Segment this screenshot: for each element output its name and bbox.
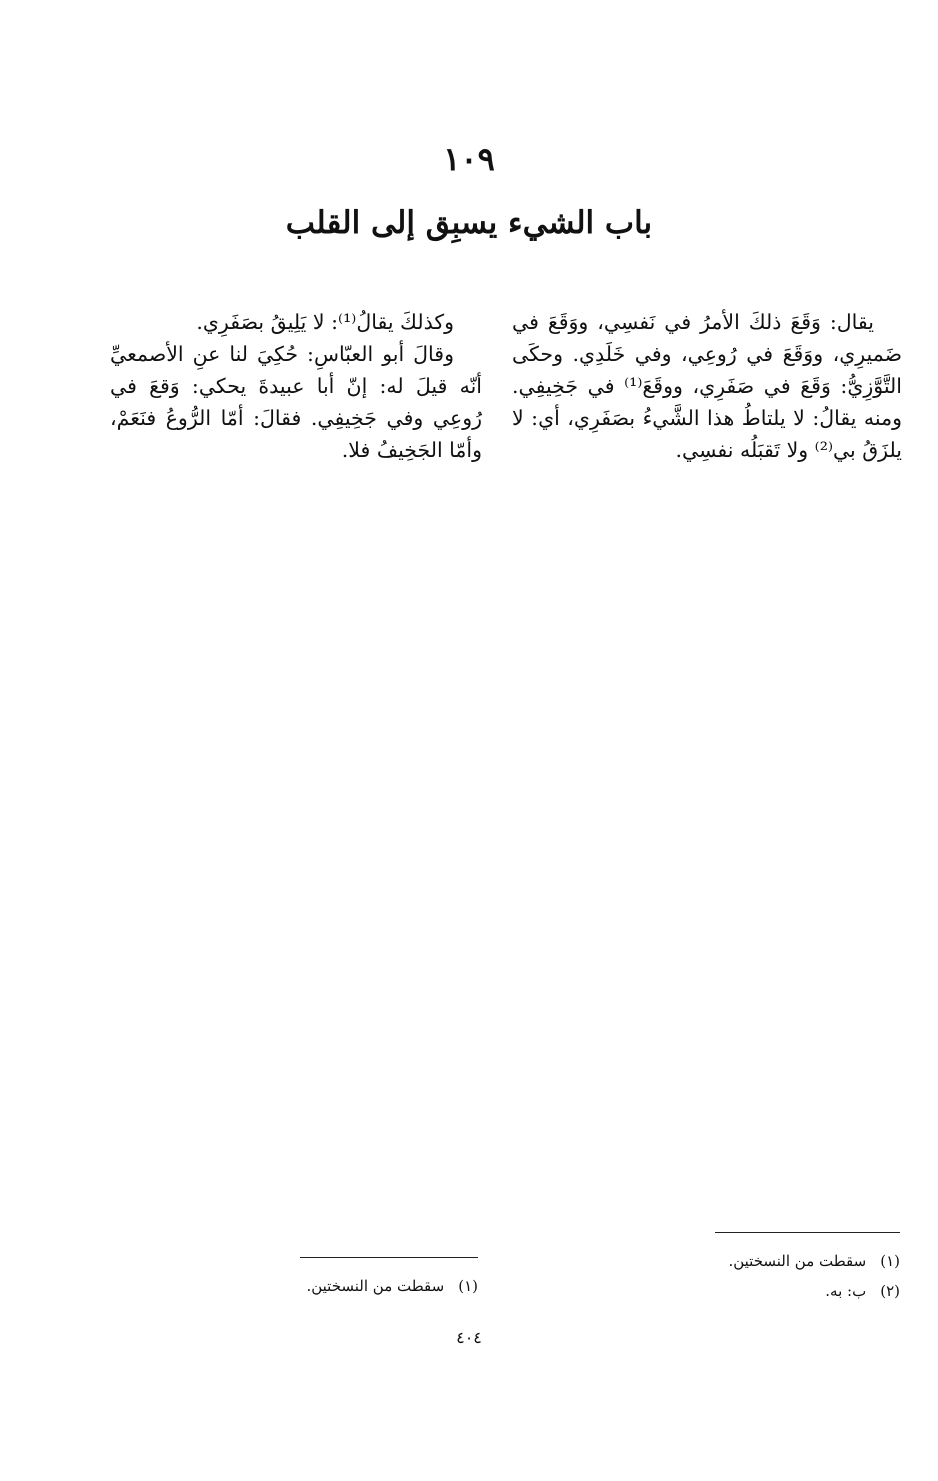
footnote-item xyxy=(640,1246,900,1276)
footnote-item xyxy=(220,1271,478,1301)
footnotes-right xyxy=(640,1246,900,1306)
left-column-paragraph-1: وكذلكَ يقالُ⁽¹⁾: لا يَلِيقُ بصَفَرِي. xyxy=(196,310,454,334)
footnote-text: سقطت من النسختين. xyxy=(728,1252,867,1270)
right-column-paragraph: يقال: وَقَعَ ذلكَ الأمرُ في نَفسِي، ووَقَعَ في ضَميرِي، ووَقَعَ في رُوعِي، وفي خَلَدِي. وحكَى التَّوَّزِيُّ: وَقَعَ في صَفَرِي، ووقَعَ⁽¹⁾ في جَخِيفِي. ومنه يقالُ: لا يلتاطُ هذا الشَّيءُ بصَفَرِي، أي: لا يلزَقُ بي⁽²⁾ ولا تَقبَلُه نفسِي. xyxy=(512,310,902,462)
left-column-paragraph-2: وقالَ أبو العبّاسِ: حُكِيَ لنا عنِ الأصمعيِّ أنّه قيلَ له: إنّ أبا عبيدةَ يحكي: وَقعَ في رُوعِي وفي جَخِيفِي. فقالَ: أمّا الرُّوعُ فنَعَمْ، وأمّا الجَخِيفُ فلا. xyxy=(110,342,482,462)
footnote-separator-left xyxy=(300,1257,478,1258)
footnote-number: (٢) xyxy=(880,1282,900,1300)
page-number: ٤٠٤ xyxy=(456,1328,482,1347)
footnote-item xyxy=(640,1276,900,1306)
footnote-text: سقطت من النسختين. xyxy=(306,1277,445,1295)
footnote-number: (١) xyxy=(458,1277,478,1295)
chapter-number: ١٠٩ xyxy=(443,140,495,178)
right-text-column xyxy=(512,306,902,466)
footnote-separator-right xyxy=(715,1232,900,1233)
footnote-text: ب: به. xyxy=(825,1282,867,1300)
left-text-column xyxy=(110,306,482,466)
chapter-title: باب الشيء يسبِق إلى القلب xyxy=(285,205,653,241)
footnote-number: (١) xyxy=(880,1252,900,1270)
footnotes-left xyxy=(220,1271,478,1301)
